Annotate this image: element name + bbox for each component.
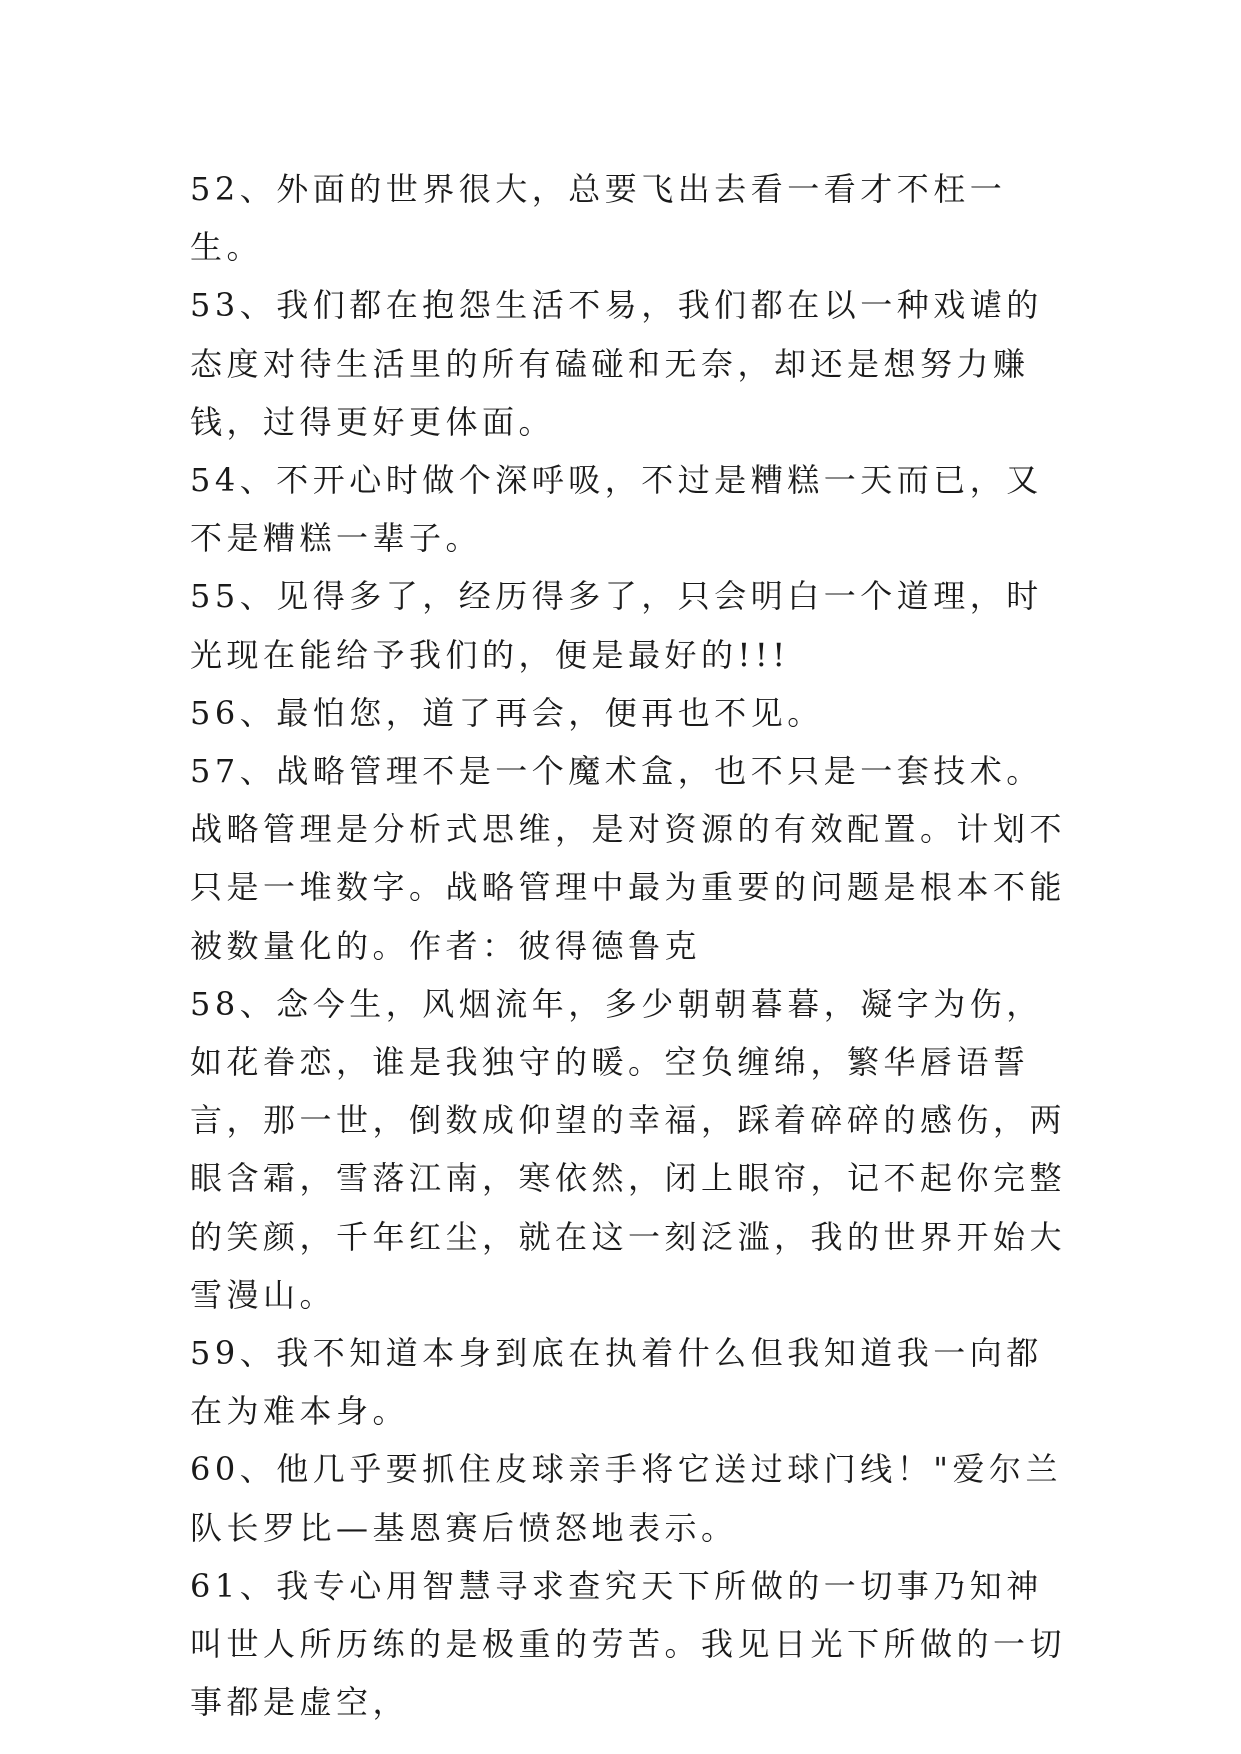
- document-body: [190, 160, 1070, 1731]
- entry-57: 57、战略管理不是一个魔术盒，也不只是一套技术。战略管理是分析式思维，是对资源的有效配置。计划不只是一堆数字。战略管理中最为重要的问题是根本不能被数量化的。作者：彼得德鲁克: [190, 752, 1067, 965]
- entry-54: 54、不开心时做个深呼吸，不过是糟糕一天而已，又不是糟糕一辈子。: [190, 461, 1043, 558]
- entry-61: 61、我专心用智慧寻求查究天下所做的一切事乃知神叫世人所历练的是极重的劳苦。我见日光下所做的一切事都是虚空，: [190, 1566, 1067, 1722]
- entry-56: 56、最怕您，道了再会，便再也不见。: [190, 693, 824, 732]
- entry-52: 52、外面的世界很大，总要飞出去看一看才不枉一生。: [190, 170, 1007, 267]
- entry-53: 53、我们都在抱怨生活不易，我们都在以一种戏谑的态度对待生活里的所有磕碰和无奈，却还是想努力赚钱，过得更好更体面。: [190, 286, 1043, 441]
- entry-59: 59、我不知道本身到底在执着什么但我知道我一向都在为难本身。: [190, 1334, 1043, 1431]
- entry-60: 60、他几乎要抓住皮球亲手将它送过球门线！"爱尔兰队长罗比—基恩赛后愤怒地表示。: [190, 1450, 1062, 1547]
- entry-55: 55、见得多了，经历得多了，只会明白一个道理，时光现在能给予我们的，便是最好的!!!: [190, 577, 1043, 674]
- entry-58: 58、念今生，风烟流年，多少朝朝暮暮，凝字为伤，如花眷恋，谁是我独守的暖。空负缠绵，繁华唇语誓言，那一世，倒数成仰望的幸福，踩着碎碎的感伤，两眼含霜，雪落江南，寒依然，闭上眼帘，记不起你完整的笑颜，千年红尘，就在这一刻泛滥，我的世界开始大雪漫山。: [190, 984, 1067, 1314]
